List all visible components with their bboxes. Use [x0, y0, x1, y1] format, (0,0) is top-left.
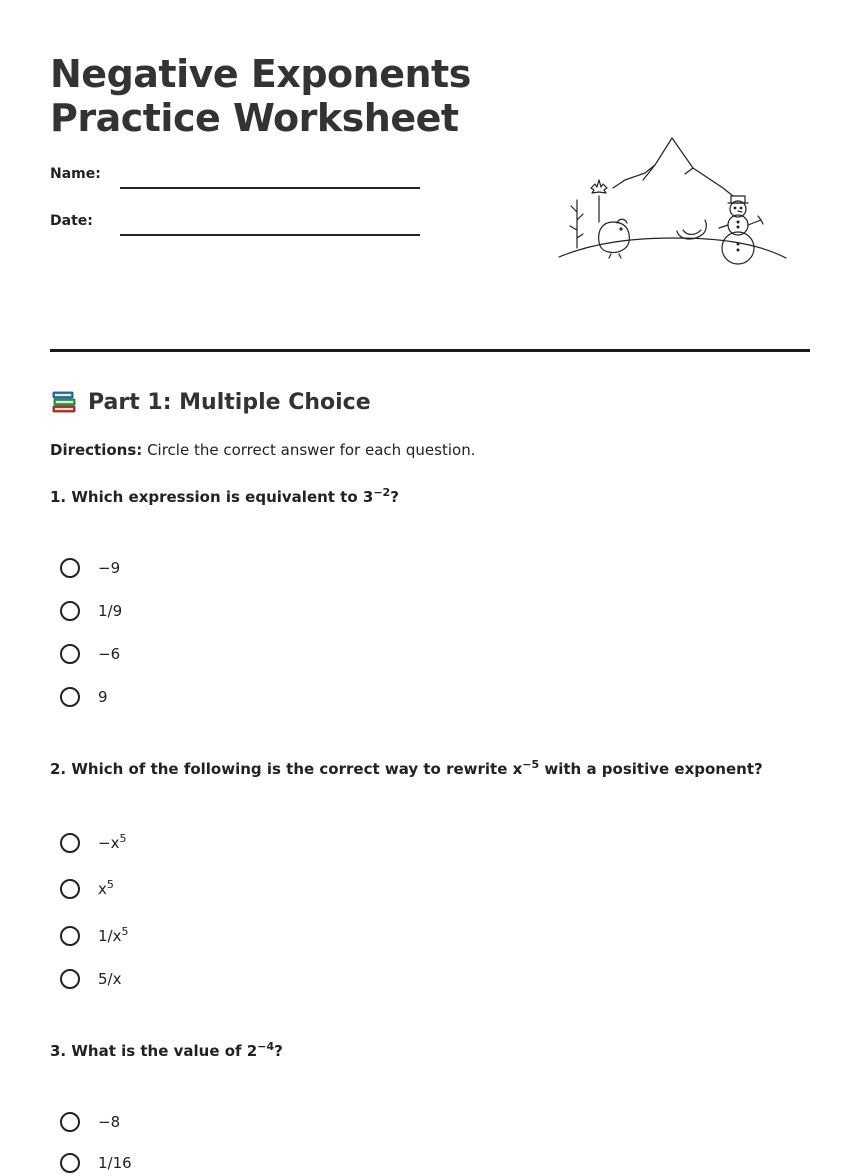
- option-label: −6: [98, 645, 121, 663]
- worksheet-title: [50, 52, 471, 140]
- title-line-1: Negative Exponents: [50, 52, 471, 96]
- mountain-outline: [613, 138, 733, 196]
- radio-circle[interactable]: [60, 969, 80, 989]
- directions-label: Directions:: [50, 441, 143, 459]
- snowman-icon: [719, 196, 763, 264]
- radio-circle[interactable]: [60, 833, 80, 853]
- question-1-exponent: −2: [373, 486, 391, 499]
- header-divider: [50, 349, 810, 352]
- radio-circle[interactable]: [60, 601, 80, 621]
- q2-option-c[interactable]: [60, 923, 128, 949]
- q1-option-c[interactable]: [60, 641, 120, 667]
- option-label: $1/x^5$: [98, 925, 129, 945]
- directions: [50, 441, 475, 459]
- option-label: −9: [98, 559, 121, 577]
- q3-option-a[interactable]: [60, 1109, 120, 1135]
- question-3-suffix: ?: [274, 1042, 283, 1060]
- question-2-exponent: −5: [522, 758, 540, 771]
- q2-option-a[interactable]: [60, 830, 126, 856]
- option-label: 1/9: [98, 602, 123, 620]
- radio-circle[interactable]: [60, 879, 80, 899]
- curved-path-inner: [683, 230, 701, 235]
- title-line-2: Practice Worksheet: [50, 96, 459, 140]
- part1-title: Part 1: Multiple Choice: [88, 389, 371, 415]
- question-2: [50, 760, 763, 778]
- question-2-text: 2. Which of the following is the correct way to rewrite x: [50, 760, 523, 778]
- curved-path: [677, 220, 706, 239]
- maple-leaf-icon: [591, 180, 607, 222]
- option-label: $x^5$: [98, 878, 114, 898]
- option-label: 9: [98, 688, 108, 706]
- name-label: Name:: [50, 166, 101, 182]
- question-1-suffix: ?: [390, 488, 399, 506]
- question-3-exponent: −4: [257, 1040, 275, 1053]
- question-1: [50, 488, 399, 506]
- question-2-suffix: with a positive exponent?: [539, 760, 763, 778]
- part1-heading: [50, 388, 371, 416]
- date-field-line[interactable]: [120, 234, 420, 236]
- question-3-text: 3. What is the value of 2: [50, 1042, 258, 1060]
- books-icon: [50, 388, 78, 416]
- radio-circle[interactable]: [60, 644, 80, 664]
- bare-tree: [570, 200, 583, 248]
- name-field-line[interactable]: [120, 187, 420, 189]
- q2-option-d[interactable]: [60, 966, 121, 992]
- q3-option-b[interactable]: [60, 1150, 132, 1176]
- option-label: 1/16: [98, 1154, 132, 1172]
- groundhog-icon: [599, 219, 630, 258]
- winter-mountain-snowman-drawing: [555, 130, 790, 270]
- radio-circle[interactable]: [60, 1153, 80, 1173]
- option-label: −8: [98, 1113, 121, 1131]
- q1-option-b[interactable]: [60, 598, 122, 624]
- radio-circle[interactable]: [60, 1112, 80, 1132]
- question-1-text: 1. Which expression is equivalent to 3: [50, 488, 374, 506]
- radio-circle[interactable]: [60, 558, 80, 578]
- radio-circle[interactable]: [60, 687, 80, 707]
- question-3: [50, 1042, 283, 1060]
- q1-option-a[interactable]: [60, 555, 120, 581]
- directions-text: Circle the correct answer for each question.: [147, 441, 476, 459]
- option-label: 5/x: [98, 970, 122, 988]
- date-label: Date:: [50, 213, 93, 229]
- q2-option-b[interactable]: [60, 876, 114, 902]
- option-label: $-x^5$: [98, 832, 127, 852]
- mountain-detail: [685, 168, 693, 174]
- q1-option-d[interactable]: [60, 684, 108, 710]
- radio-circle[interactable]: [60, 926, 80, 946]
